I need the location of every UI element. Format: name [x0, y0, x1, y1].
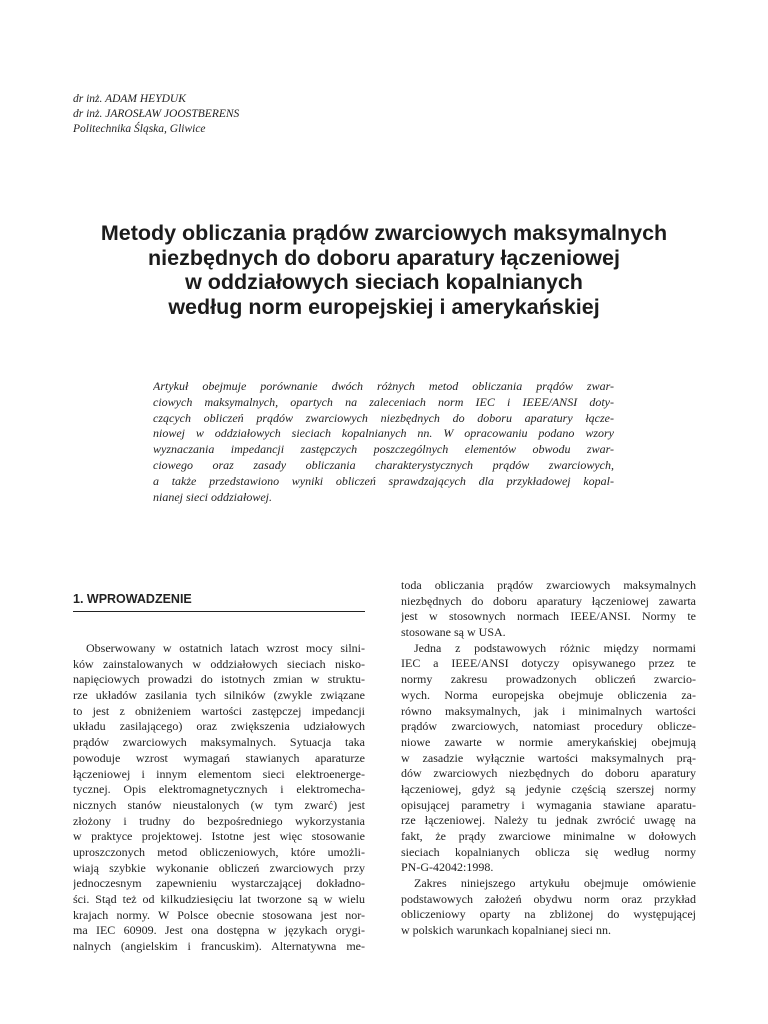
title-line: Metody obliczania prądów zwarciowych maksymalnych — [100, 221, 668, 245]
right-column — [401, 578, 696, 939]
paragraph-line: sieciach kopalnianych oblicza się według normy — [401, 844, 696, 859]
paragraph-line: łączeniowej, gdyż są jedynie częścią szerszej normy — [401, 781, 696, 796]
abstract-line: niowej w oddziałowych sieciach kopalnianych nn. W opracowaniu podano wzory — [153, 426, 614, 441]
paragraph-line: to jest z obniżeniem wartości zastępczej impedancji — [73, 703, 365, 718]
paragraph-line: opisującej parametry i wymagania stawiane aparatu- — [401, 797, 696, 812]
paragraph-line: rze układów zasilania tych silników (zwykle związane — [73, 688, 365, 703]
title-line: w oddziałowych sieciach kopalnianych — [185, 270, 583, 294]
paragraph-line: ma IEC 60909. Jest ona dostępna w językach orygi- — [73, 923, 365, 938]
abstract-line: a także przedstawiono wyniki obliczeń sprawdzających dla przykładowej kopal- — [153, 473, 614, 488]
paragraph-line: napięciowych prowadzi do istotnych zmian w struktu- — [73, 672, 365, 687]
paragraph-line: stosowane są w USA. — [401, 625, 506, 640]
paragraph-line: w polskich warunkach kopalnianej sieci nn. — [401, 923, 611, 938]
left-column — [73, 641, 365, 955]
abstract-line: ciowego oraz zasady obliczania charakterystycznych prądów zwarciowych, — [153, 457, 614, 472]
paragraph-line: fakt, że prądy zwarciowe minimalne w dołowych — [401, 829, 696, 843]
abstract-line: ciowych maksymalnych, opartych na zaleceniach norm IEC i IEEE/ANSI doty- — [153, 394, 614, 409]
title-line: według norm europejskiej i amerykańskiej — [168, 294, 600, 319]
title-line: niezbędnych do doboru aparatury łączeniowej — [148, 245, 620, 270]
paragraph-line: niezbędnych do doboru aparatury łączeniowej zawarta — [401, 593, 696, 608]
article-title — [40, 221, 728, 319]
paragraph-line: Obserwowany w ostatnich latach wzrost mocy silni- — [86, 641, 365, 655]
paragraph-line: prądów zwarciowych maksymalnych. Sytuacja taka — [73, 735, 365, 750]
paragraph-line: wiają szybkie wykonanie obliczeń zwarciowych przy — [73, 860, 365, 875]
paragraph-line: niowe zawarte w normie amerykańskiej obejmują — [401, 734, 696, 749]
paragraph-line: toda obliczania prądów zwarciowych maksymalnych — [401, 578, 696, 592]
abstract-line: nianej sieci oddziałowej. — [153, 489, 272, 504]
paragraph-line: Zakres niniejszego artykułu obejmuje omówienie — [414, 876, 696, 891]
paragraph-line: nicznych stanów nieustalonych (w tym zwarć) jest — [73, 797, 365, 812]
paragraph-line: prądów zwarciowych, natomiast procedury oblicze- — [401, 719, 696, 734]
paragraph-line: krajach normy. W Polsce obecnie stosowana jest nor- — [73, 907, 365, 922]
paragraph-line: tycznej. Opis elektromagnetycznych i elektromecha- — [73, 782, 365, 797]
paragraph-line: rze łączeniowej. Należy tu jednak zwrócić uwagę na — [401, 813, 696, 828]
abstract-line: Artykuł obejmuje porównanie dwóch różnych metod obliczania prądów zwar- — [153, 379, 614, 393]
paragraph-line: jest w stosownych normach IEEE/ANSI. Normy te — [401, 609, 696, 624]
paragraph-line: ści. Stąd też od kilkudziesięciu lat tworzone są w wielu — [73, 892, 365, 906]
paragraph-line: uproszczonych metod obliczeniowych, które umożli- — [73, 844, 365, 859]
paragraph-line: Jedna z podstawowych różnic między normami — [414, 640, 696, 655]
paragraph-line: PN-G-42042:1998. — [401, 860, 494, 875]
paragraph-line: w zasadzie wyłącznie wartości maksymalnych prą- — [401, 750, 696, 765]
paragraph-line: dów zwarciowych niezbędnych do doboru aparatury — [401, 766, 696, 781]
paragraph-line: złożony i trudny do bezpośredniego wykorzystania — [73, 813, 365, 828]
paragraph-line: równo maksymalnych, jak i minimalnych wartości — [401, 703, 696, 718]
abstract-line: wyznaczania impedancji zastępczych poszczególnych elementów obwodu zwar- — [153, 442, 614, 457]
affiliation: Politechnika Śląska, Gliwice — [73, 123, 206, 135]
author-block — [73, 92, 473, 137]
paragraph-line: łączeniowej i innym elementom sieci elektroenerge- — [73, 766, 365, 781]
paragraph-line: układu zasilającego) oraz zwiększenia udziałowych — [73, 719, 365, 734]
paragraph-line: obliczeniowy oparty na zbliżonej do występującej — [401, 907, 696, 922]
abstract-line: czących obliczeń prądów zwarciowych niezbędnych do doboru aparatury łącze- — [153, 410, 614, 425]
paragraph-line: normy zakresu prowadzonych obliczeń zwarcio- — [401, 672, 696, 687]
section-heading: 1. WPROWADZENIE — [73, 591, 365, 612]
paragraph-line: nalnych (angielskim i francuskim). Alternatywna me- — [73, 939, 365, 954]
paragraph-line: ków zainstalowanych w oddziałowych sieciach nisko- — [73, 656, 365, 671]
paragraph-line: jednoczesnym zapewnieniu wystarczającej dokładno- — [73, 876, 365, 891]
paragraph-line: wych. Norma europejska obejmuje obliczenia za- — [401, 687, 696, 702]
abstract — [153, 379, 614, 505]
author-1: dr inż. ADAM HEYDUK — [73, 93, 186, 105]
author-2: dr inż. JAROSŁAW JOOSTBERENS — [73, 108, 240, 120]
paragraph-line: w praktyce projektowej. Istotne jest więc stosowanie — [73, 829, 365, 844]
paragraph-line: powoduje wzrost wymagań stawianych aparaturze — [73, 750, 365, 765]
paragraph-line: IEC a IEEE/ANSI dotyczy opisywanego przez te — [401, 656, 696, 671]
paragraph-line: podstawowych założeń obydwu norm oraz przykład — [401, 891, 696, 906]
